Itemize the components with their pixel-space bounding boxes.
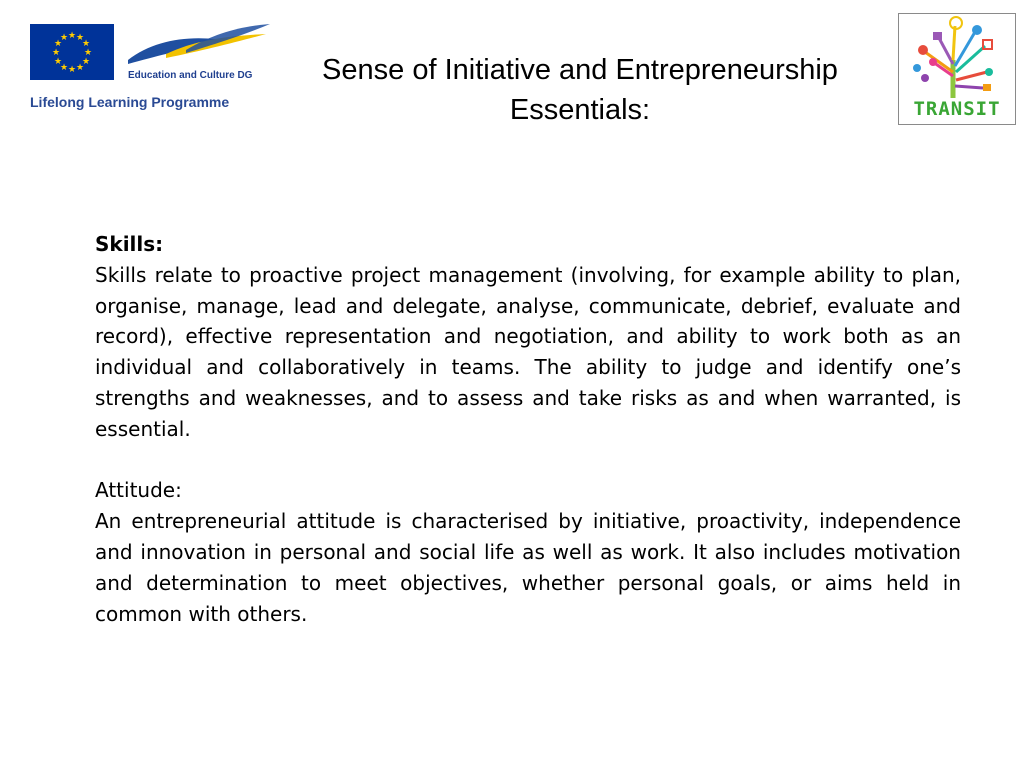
slide-title	[280, 50, 880, 130]
svg-text:★: ★	[59, 63, 69, 73]
svg-text:★: ★	[67, 31, 77, 41]
eu-dg-label: Education and Culture DG	[128, 70, 253, 81]
svg-text:★: ★	[53, 39, 63, 49]
svg-text:★: ★	[81, 39, 91, 49]
attitude-heading: Attitude:	[95, 478, 182, 503]
svg-text:★: ★	[83, 48, 93, 58]
skills-body: Skills relate to proactive project management (involving, for example ability to plan, organise, manage, lead and delegate, analyse, communicate, debrief, evaluate and record), effective representation and negotiation, and ability to work both as an individual and collaboratively in teams. The ability to judge and identify one’s strengths and weaknesses, and to assess and take risks as and when warranted, is essential.	[95, 262, 961, 441]
svg-text:★: ★	[67, 65, 77, 75]
eu-programme-label: Lifelong Learning Programme	[30, 94, 230, 110]
eu-programme-logo	[26, 18, 272, 118]
skills-heading: Skills:	[95, 232, 164, 256]
swoosh-icon	[126, 20, 272, 70]
svg-text:★: ★	[81, 57, 91, 67]
paragraph-gap	[95, 445, 961, 476]
svg-text:★: ★	[59, 33, 69, 43]
transit-wordmark: TRANSIT	[913, 98, 1001, 120]
tree-icon	[903, 16, 1011, 98]
slide-body	[95, 229, 961, 629]
attitude-body: An entrepreneurial attitude is characterised by initiative, proactivity, independence and innovation in personal and social life as well as work. It also includes motivation and determination to meet objectives, whether personal goals, or aims held in common with others.	[95, 509, 961, 626]
svg-text:★: ★	[75, 63, 85, 73]
svg-text:★: ★	[51, 48, 61, 58]
eu-flag-icon	[30, 24, 114, 80]
slide-title-line1: Sense of Initiative and Entrepreneurship	[322, 54, 838, 86]
svg-text:★: ★	[75, 33, 85, 43]
svg-text:★: ★	[53, 57, 63, 67]
transit-logo	[898, 13, 1016, 125]
slide-title-line2: Essentials:	[509, 94, 651, 126]
